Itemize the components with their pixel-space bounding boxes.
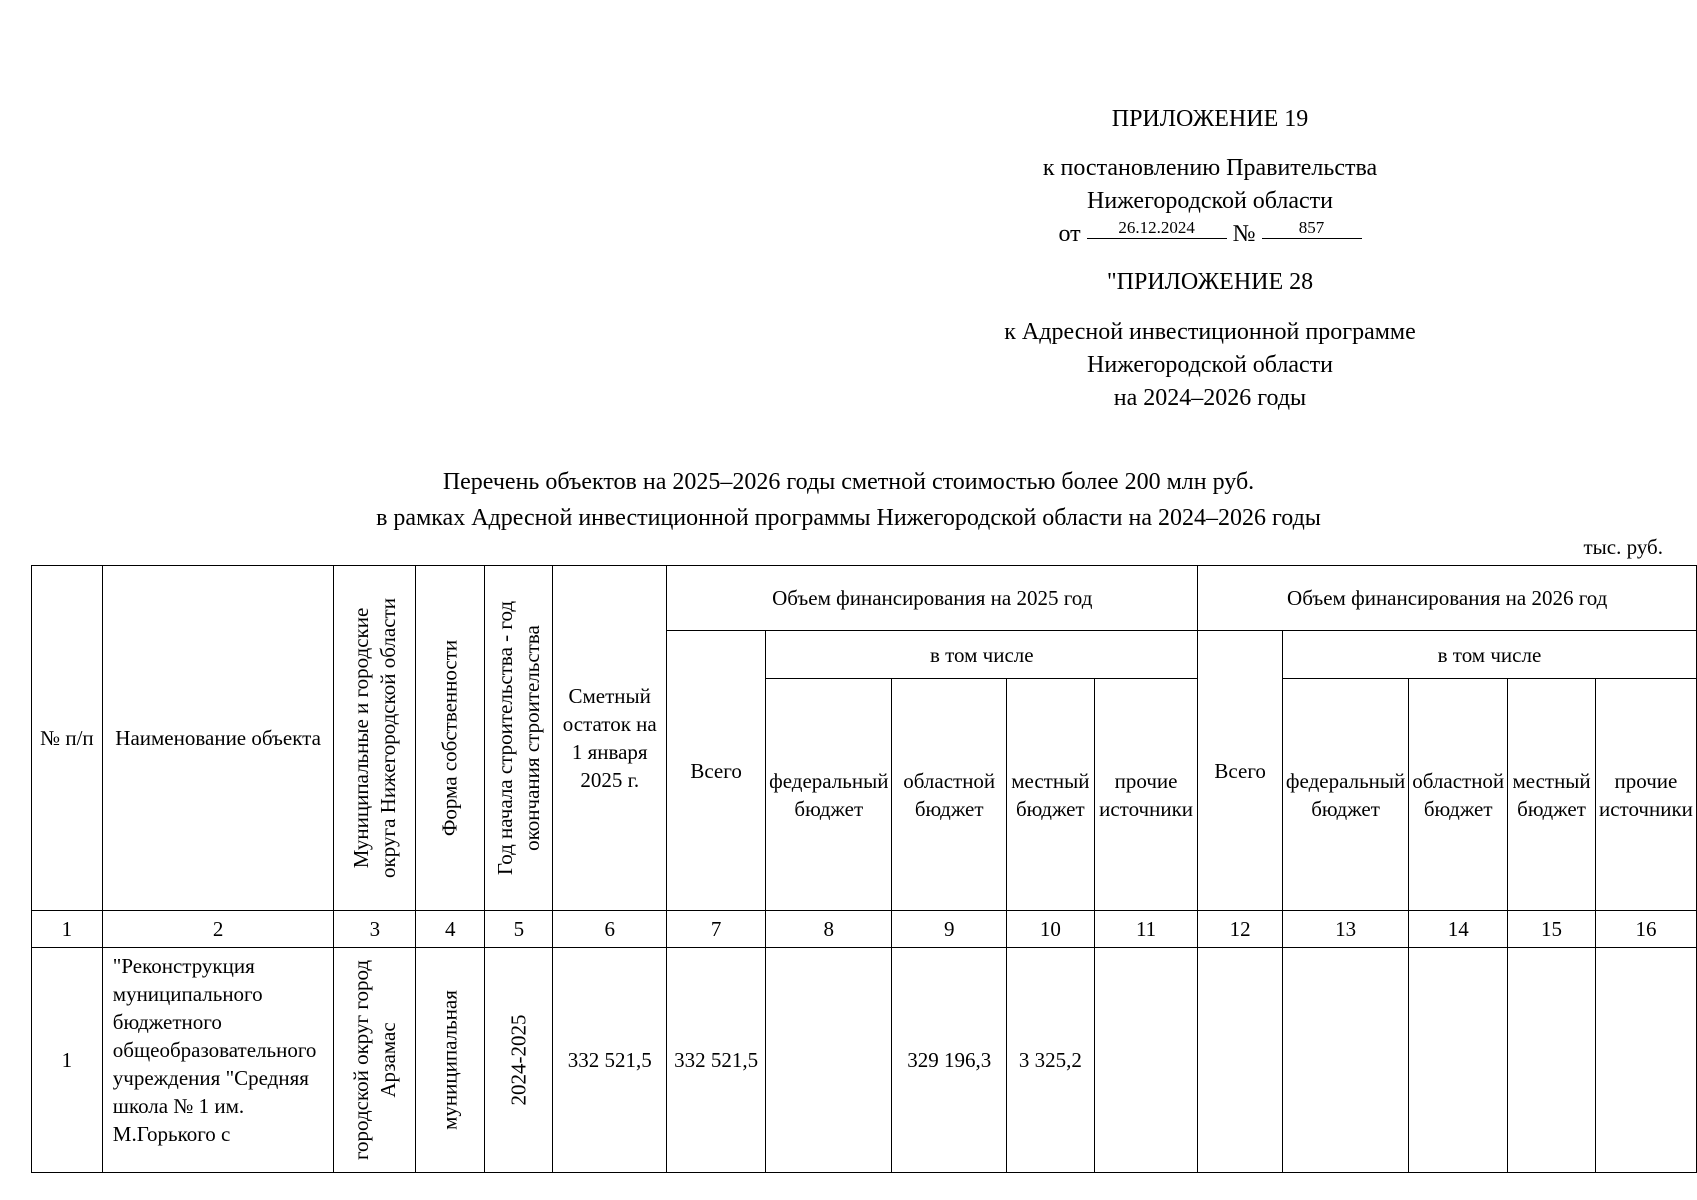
resolution-number: 857 bbox=[1262, 218, 1362, 239]
col-number: 2 bbox=[102, 911, 334, 948]
header-regional-2026: областной бюджет bbox=[1409, 679, 1508, 911]
row-regional-2025: 329 196,3 bbox=[892, 948, 1007, 1173]
col-number: 9 bbox=[892, 911, 1007, 948]
table-row bbox=[32, 948, 1697, 1173]
col-number: 4 bbox=[416, 911, 485, 948]
header-years bbox=[485, 566, 553, 911]
col-number: 10 bbox=[1006, 911, 1094, 948]
header-including-2026: в том числе bbox=[1282, 631, 1696, 679]
program-line-2: Нижегородской области bbox=[1086, 352, 1334, 378]
col-number: 16 bbox=[1595, 911, 1696, 948]
col-number: 5 bbox=[485, 911, 553, 948]
header-federal-2026: федеральный бюджет bbox=[1282, 679, 1408, 911]
number-sign: № bbox=[1232, 221, 1256, 247]
appendix-title: ПРИЛОЖЕНИЕ 19 bbox=[1111, 106, 1309, 132]
date-prefix: от bbox=[1058, 221, 1081, 247]
header-other-2026: прочие источники bbox=[1595, 679, 1696, 911]
row-other-2025 bbox=[1094, 948, 1198, 1173]
row-federal-2026 bbox=[1282, 948, 1408, 1173]
header-years-text: Год начала строительства - год окончания строительства bbox=[492, 600, 544, 876]
row-total-2026 bbox=[1198, 948, 1283, 1173]
row-federal-2025 bbox=[766, 948, 892, 1173]
header-total-2025: Всего bbox=[667, 631, 766, 911]
header-including-2025: в том числе bbox=[766, 631, 1198, 679]
date-number-line bbox=[910, 218, 1510, 251]
col-number: 7 bbox=[667, 911, 766, 948]
col-number: 12 bbox=[1198, 911, 1283, 948]
row-ownership-text: муниципальная bbox=[437, 990, 462, 1130]
header-local-2026: местный бюджет bbox=[1508, 679, 1596, 911]
col-number: 11 bbox=[1094, 911, 1198, 948]
header-total-2026: Всего bbox=[1198, 631, 1283, 911]
row-years-text: 2024-2025 bbox=[506, 1014, 531, 1106]
row-total-2025: 332 521,5 bbox=[667, 948, 766, 1173]
header-municipality bbox=[334, 566, 416, 911]
header-balance: Сметный остаток на 1 января 2025 г. bbox=[553, 566, 667, 911]
resolution-date: 26.12.2024 bbox=[1087, 218, 1227, 239]
col-number: 1 bbox=[32, 911, 103, 948]
resolution-line-1: к постановлению Правительства bbox=[1042, 155, 1378, 181]
row-years bbox=[485, 948, 553, 1173]
header-federal-2025: федеральный бюджет bbox=[766, 679, 892, 911]
header-ownership bbox=[416, 566, 485, 911]
header-name: Наименование объекта bbox=[102, 566, 334, 911]
document-title-line-2: в рамках Адресной инвестиционной программы Нижегородской области на 2024–2026 годы bbox=[376, 505, 1321, 531]
col-number: 13 bbox=[1282, 911, 1408, 948]
header-ownership-text: Форма собственности bbox=[437, 639, 462, 837]
col-number: 8 bbox=[766, 911, 892, 948]
objects-table bbox=[31, 565, 1697, 1173]
header-local-2025: местный бюджет bbox=[1006, 679, 1094, 911]
row-municipality bbox=[334, 948, 416, 1173]
resolution-line-2: Нижегородской области bbox=[1086, 188, 1334, 214]
row-municipality-text: городской округ город Арзамас bbox=[348, 959, 400, 1161]
row-object-name: "Реконструкция муниципального бюджетного общеобразовательного учреждения "Средняя школа № 1 им. М.Горького с bbox=[102, 948, 334, 1173]
col-number: 6 bbox=[553, 911, 667, 948]
header-municipality-text: Муниципальные и городские округа Нижегородской области bbox=[348, 598, 400, 878]
row-local-2025: 3 325,2 bbox=[1006, 948, 1094, 1173]
header-regional-2025: областной бюджет bbox=[892, 679, 1007, 911]
document-title-line-1: Перечень объектов на 2025–2026 годы сметной стоимостью более 200 млн руб. bbox=[442, 469, 1255, 495]
col-number: 14 bbox=[1409, 911, 1508, 948]
col-number: 15 bbox=[1508, 911, 1596, 948]
header-other-2025: прочие источники bbox=[1094, 679, 1198, 911]
row-other-2026 bbox=[1595, 948, 1696, 1173]
header-fin-2025: Объем финансирования на 2025 год bbox=[667, 566, 1198, 631]
row-local-2026 bbox=[1508, 948, 1596, 1173]
column-number-row bbox=[32, 911, 1697, 948]
row-ownership bbox=[416, 948, 485, 1173]
appendix-28-title: "ПРИЛОЖЕНИЕ 28 bbox=[1106, 269, 1314, 295]
row-num: 1 bbox=[32, 948, 103, 1173]
header-fin-2026: Объем финансирования на 2026 год bbox=[1198, 566, 1697, 631]
row-regional-2026 bbox=[1409, 948, 1508, 1173]
col-number: 3 bbox=[334, 911, 416, 948]
program-line-1: к Адресной инвестиционной программе bbox=[1004, 319, 1416, 345]
header-num: № п/п bbox=[32, 566, 103, 911]
units-label: тыс. руб. bbox=[1583, 535, 1663, 559]
row-balance: 332 521,5 bbox=[553, 948, 667, 1173]
program-line-3: на 2024–2026 годы bbox=[1113, 385, 1307, 411]
